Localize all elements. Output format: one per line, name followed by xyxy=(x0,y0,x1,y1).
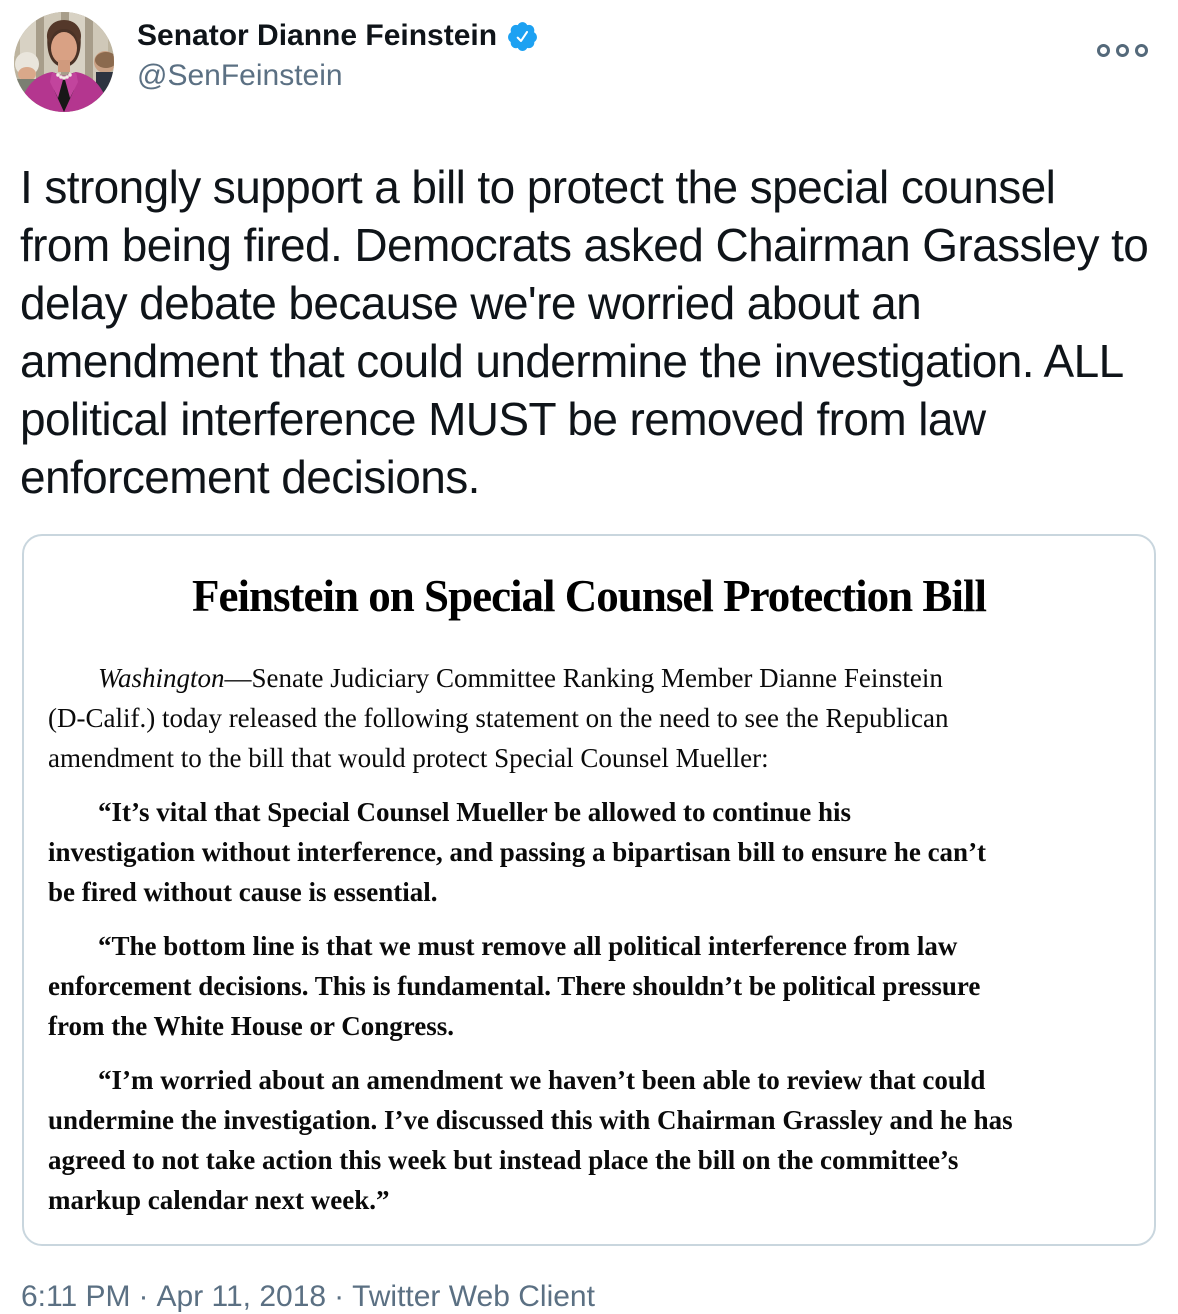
tweet-text-line: amendment that could undermine the investigation. ALL xyxy=(20,335,1124,387)
press-release-line: be fired without cause is essential. xyxy=(48,877,438,907)
more-dot xyxy=(1116,44,1129,57)
author-block xyxy=(137,12,539,94)
dateline: Washington xyxy=(98,663,225,693)
tweet-time: 6:11 PM xyxy=(21,1280,131,1313)
tweet-text xyxy=(20,158,1158,506)
meta-separator: · xyxy=(334,1280,345,1313)
press-release-line: enforcement decisions. This is fundamental. There shouldn’t be political pressure xyxy=(48,971,981,1001)
press-release-line: from the White House or Congress. xyxy=(48,1011,454,1041)
press-release-line-text: —Senate Judiciary Committee Ranking Member Dianne Feinstein xyxy=(224,663,943,693)
meta-separator: · xyxy=(138,1280,149,1313)
press-release-line: agreed to not take action this week but instead place the bill on the committee’s xyxy=(48,1145,959,1175)
tweet-text-line: delay debate because we're worried about an xyxy=(20,277,922,329)
press-release-line: (D-Calif.) today released the following statement on the need to see the Republican xyxy=(48,703,949,733)
press-release-line: investigation without interference, and passing a bipartisan bill to ensure he can’t xyxy=(48,837,987,867)
tweet-text-line: political interference MUST be removed from law xyxy=(20,393,986,445)
press-release-line xyxy=(48,658,1130,698)
press-release-line: amendment to the bill that would protect Special Counsel Mueller: xyxy=(48,743,769,773)
tweet-text-line: enforcement decisions. xyxy=(20,451,480,503)
verified-badge-icon xyxy=(506,20,539,53)
tweet-header xyxy=(0,0,1178,114)
press-release-paragraph xyxy=(48,1060,1130,1220)
press-release-title: Feinstein on Special Counsel Protection Bill xyxy=(192,571,986,621)
more-dot xyxy=(1097,44,1110,57)
tweet-source: Twitter Web Client xyxy=(352,1280,595,1313)
more-options-icon[interactable] xyxy=(1097,12,1148,57)
press-release-image-card[interactable] xyxy=(22,534,1156,1246)
press-release-line: “The bottom line is that we must remove all political interference from law xyxy=(98,931,958,961)
more-dot xyxy=(1135,44,1148,57)
author-name-row[interactable] xyxy=(137,18,539,54)
profile-photo xyxy=(14,12,114,112)
tweet-date: Apr 11, 2018 xyxy=(156,1280,327,1313)
press-release-line: “It’s vital that Special Counsel Mueller be allowed to continue his xyxy=(98,797,852,827)
press-release-line: undermine the investigation. I’ve discussed this with Chairman Grassley and he has xyxy=(48,1105,1013,1135)
press-release-paragraph xyxy=(48,792,1130,912)
press-release-line: “I’m worried about an amendment we haven’t been able to review that could xyxy=(98,1065,986,1095)
avatar[interactable] xyxy=(14,12,114,112)
author-name: Senator Dianne Feinstein xyxy=(137,19,498,52)
press-release-paragraph xyxy=(48,658,1130,778)
press-release-paragraph xyxy=(48,926,1130,1046)
author-handle[interactable]: @SenFeinstein xyxy=(137,59,343,92)
press-release-line: markup calendar next week.” xyxy=(48,1185,390,1215)
tweet-text-line: I strongly support a bill to protect the special counsel xyxy=(20,161,1056,213)
tweet-meta xyxy=(21,1280,1158,1314)
tweet-text-line: from being fired. Democrats asked Chairman Grassley to xyxy=(20,219,1149,271)
